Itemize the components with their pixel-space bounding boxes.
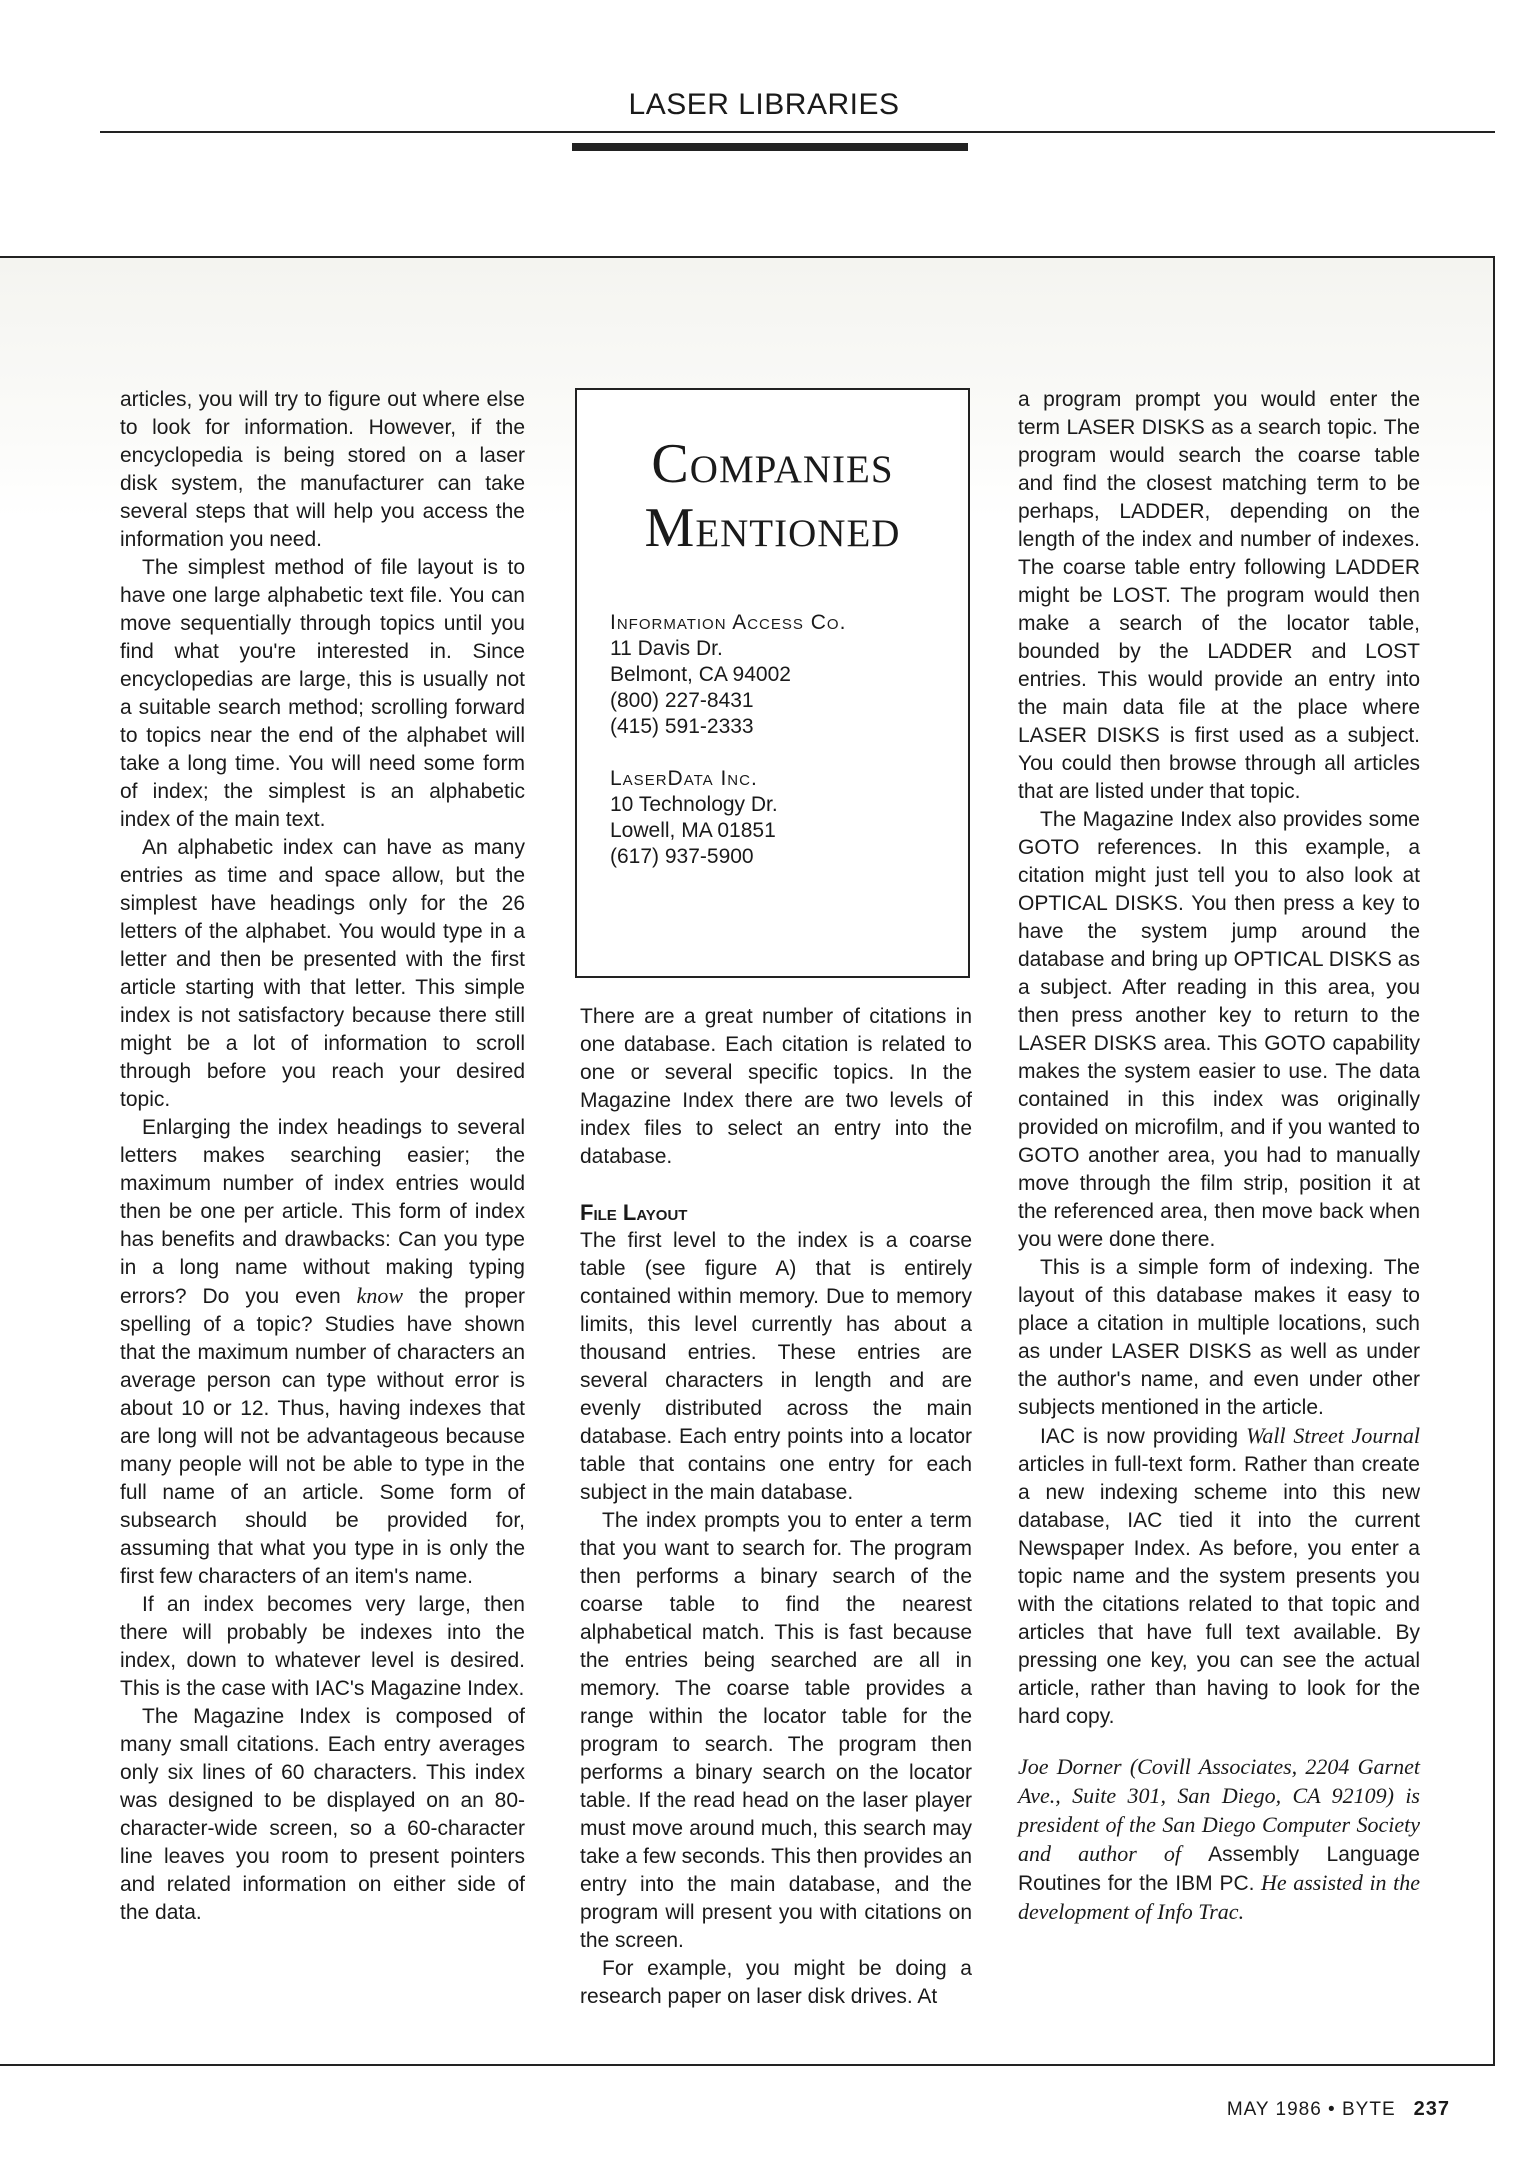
running-head: LASER LIBRARIES bbox=[628, 88, 900, 121]
paragraph: The Magazine Index is composed of many small citations. Each entry averages only six lines of 60 characters. This index was designed to be displayed on an 80-character-wide screen, so a 60-character line leaves you room to present pointers and related information on either side of the data. bbox=[120, 1705, 525, 1924]
paragraph: The simplest method of file layout is to have one large alphabetic text file. You can move sequentially through topics until you find what you're interested in. Since encyclopedias are large, this is usually not a suitable search method; scrolling forward to topics near the end of the alphabet will take a long time. You will need some form of index; the simplest is an alphabetic index of the main text. bbox=[120, 556, 525, 831]
company-phone: (617) 937-5900 bbox=[610, 845, 754, 868]
paragraph: The Magazine Index also provides some GOTO references. In this example, a citation might just tell you to also look at OPTICAL DISKS. You then press a key to have the system jump around the database and bring up OPTICAL DISKS as a subject. After reading in this area, you then press another key to return to the LASER DISKS area. This GOTO capability makes the system easier to use. The data contained in this index was originally provided on microfilm, and if you wanted to GOTO another area, you had to manually move through the film strip, position it at the referenced area, then move back when you were done there. bbox=[1018, 808, 1420, 1251]
page-number: 237 bbox=[1413, 2098, 1450, 2120]
company-name: Information Access Co. bbox=[610, 611, 847, 634]
company-address: Belmont, CA 94002 bbox=[610, 663, 791, 686]
box-title bbox=[577, 432, 968, 560]
companies-mentioned-box bbox=[575, 388, 970, 978]
bio-text: He assisted in the development of Info Trac. bbox=[1018, 1870, 1420, 1924]
company-phone: (415) 591-2333 bbox=[610, 715, 754, 738]
company-entry bbox=[610, 766, 968, 870]
paragraph: The index prompts you to enter a term that you want to search for. The program then performs a binary search of the coarse table to find the nearest alphabetical match. This is fast because the entries being searched are all in memory. The coarse table provides a range within the locator table for the program to search. The program then performs a binary search on the locator table. If the read head on the laser player must move around much, this search may take a few seconds. This then provides an entry into the main database, and the program will present you with citations on the screen. bbox=[580, 1509, 972, 1952]
header-rule bbox=[100, 131, 1495, 133]
paragraph: An alphabetic index can have as many entries as time and space allow, but the simplest have headings only for the 26 letters of the alphabet. You would type in a letter and then be presented with the first article starting with that letter. This simple index is not satisfactory because there still might be a lot of information to scroll through before you reach your desired topic. bbox=[120, 836, 525, 1111]
page-footer bbox=[1227, 2098, 1450, 2121]
company-address: 10 Technology Dr. bbox=[610, 793, 778, 816]
column-3 bbox=[1018, 386, 1420, 1927]
text-run: the proper spelling of a topic? Studies have shown that the maximum number of characters an average person can type without error is about 10 or 12. Thus, having indexes that are long will not be advantageous because many people will not be able to type in the full name of an article. Some form of subsearch should be provided for, assuming that what you type in is only the first few characters of an item's name. bbox=[120, 1285, 525, 1588]
issue-label: MAY 1986 • BYTE bbox=[1226, 2099, 1396, 2120]
paragraph: There are a great number of citations in one database. Each citation is related to one or several specific topics. In the Magazine Index there are two levels of index files to select an entry into the database. bbox=[580, 1005, 972, 1168]
paragraph: If an index becomes very large, then there will probably be indexes into the index, down to whatever level is desired. This is the case with IAC's Magazine Index. bbox=[120, 1593, 525, 1700]
box-title-line: Companies bbox=[651, 433, 894, 495]
emphasis: know bbox=[356, 1283, 404, 1308]
text-run: articles in full-text form. Rather than create a new indexing scheme into this new database, IAC tied it into the current Newspaper Index. As before, you enter a topic name and the system presents you with the citations related to that topic and articles that have full text available. By pressing one key, you can see the actual article, rather than having to look for the hard copy. bbox=[1018, 1453, 1420, 1728]
paragraph: articles, you will try to figure out where else to look for information. However, if the encyclopedia is being stored on a laser disk system, the manufacturer can take several steps that will help you access the information you need. bbox=[120, 388, 525, 551]
book-title: Assembly Language Routines for the IBM PC. bbox=[1018, 1843, 1420, 1895]
company-address: 11 Davis Dr. bbox=[610, 637, 723, 660]
bio-text: Joe Dorner (Covill Associates, 2204 Garnet Ave., Suite 301, San Diego, CA 92109) is president of the San Diego Computer Society and author of bbox=[1018, 1754, 1420, 1866]
paragraph bbox=[120, 1114, 525, 1591]
text-run: IAC is now providing bbox=[1040, 1425, 1247, 1448]
box-title-line: Mentioned bbox=[644, 497, 901, 559]
column-1 bbox=[120, 386, 525, 1927]
paragraph: For example, you might be doing a research paper on laser disk drives. At bbox=[580, 1957, 972, 2008]
paragraph bbox=[1018, 1422, 1420, 1731]
paragraph: a program prompt you would enter the term LASER DISKS as a search topic. The program would search the coarse table and find the closest matching term to be perhaps, LADDER, depending on the length of the index and number of indexes. The coarse table entry following LADDER might be LOST. The program would then make a search of the locator table, bounded by the LADDER and LOST entries. This would provide an entry into the main data file at the place where LASER DISKS is first used as a subject. You could then browse through all articles that are listed under that topic. bbox=[1018, 388, 1420, 803]
company-entry bbox=[610, 610, 968, 740]
author-bio bbox=[1018, 1753, 1420, 1927]
header-bar bbox=[572, 143, 968, 151]
paragraph: This is a simple form of indexing. The layout of this database makes it easy to place a citation in multiple locations, such as under LASER DISKS as well as under the author's name, and even under other subjects mentioned in the article. bbox=[1018, 1256, 1420, 1419]
text-run: Enlarging the index headings to several letters makes searching easier; the maximum number of index entries would then be one per article. This form of index has benefits and drawbacks: Can you type in a long name without making typing errors? Do you even bbox=[120, 1116, 525, 1308]
paragraph: The first level to the index is a coarse table (see figure A) that is entirely contained within memory. Due to memory limits, this level currently has about a thousand entries. These entries are several characters in length and are evenly distributed across the main database. Each entry points into a locator table that contains one entry for each subject in the main database. bbox=[580, 1229, 972, 1504]
company-name: LaserData Inc. bbox=[610, 767, 758, 790]
emphasis: Wall Street Journal bbox=[1246, 1423, 1420, 1448]
column-2 bbox=[580, 1003, 972, 2011]
company-address: Lowell, MA 01851 bbox=[610, 819, 776, 842]
section-heading: File Layout bbox=[580, 1200, 688, 1225]
company-phone: (800) 227-8431 bbox=[610, 689, 754, 712]
